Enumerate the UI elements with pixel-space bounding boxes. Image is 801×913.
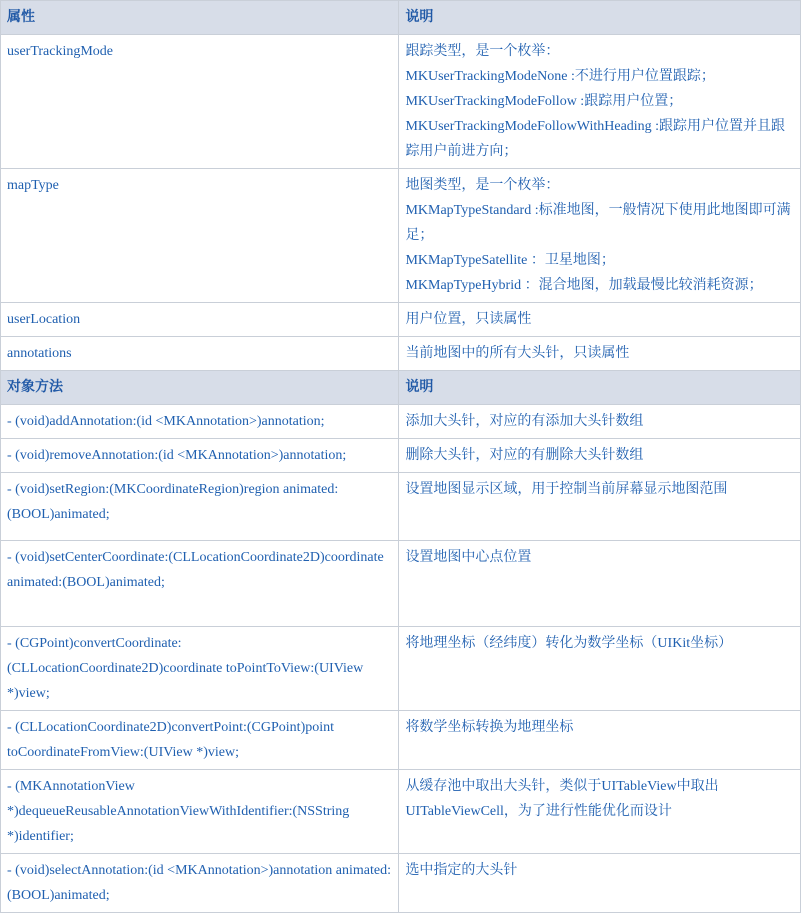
header-cell-name: 对象方法 — [1, 371, 399, 405]
table-body — [1, 1, 801, 913]
cell-description — [399, 35, 801, 169]
description-line: 用户位置，只读属性 — [405, 312, 532, 327]
cell-description — [399, 405, 801, 439]
table-row — [1, 439, 801, 473]
cell-description — [399, 541, 801, 627]
cell-name: userLocation — [1, 303, 399, 337]
cell-name: annotations — [1, 337, 399, 371]
table-row — [1, 337, 801, 371]
description-line: 地图类型，是一个枚举： — [405, 178, 560, 193]
description-line: 当前地图中的所有大头针，只读属性 — [405, 346, 630, 361]
description-line: MKUserTrackingModeFollowWithHeading :跟踪用户位置并且跟踪用户前进方向； — [405, 119, 786, 159]
table-row — [1, 711, 801, 770]
cell-name: - (void)removeAnnotation:(id <MKAnnotation>)annotation; — [1, 439, 399, 473]
cell-description — [399, 169, 801, 303]
cell-name: - (CGPoint)convertCoordinate:(CLLocationCoordinate2D)coordinate toPointToView:(UIView *)view; — [1, 627, 399, 711]
description-line: MKMapTypeSatellite ：卫星地图； — [405, 253, 615, 268]
table-row — [1, 405, 801, 439]
table-row — [1, 541, 801, 627]
header-cell-description: 说明 — [399, 371, 801, 405]
description-line: 将地理坐标（经纬度）转化为数学坐标（UIKit坐标） — [405, 636, 733, 651]
cell-name: - (CLLocationCoordinate2D)convertPoint:(CGPoint)point toCoordinateFromView:(UIView *)view; — [1, 711, 399, 770]
description-line: 删除大头针，对应的有删除大头针数组 — [405, 448, 644, 463]
description-line: MKMapTypeStandard :标准地图，一般情况下使用此地图即可满足； — [405, 203, 791, 243]
cell-name: - (MKAnnotationView *)dequeueReusableAnnotationViewWithIdentifier:(NSString *)identifier; — [1, 770, 399, 854]
description-line: 将数学坐标转换为地理坐标 — [405, 720, 574, 735]
description-line: MKUserTrackingModeNone :不进行用户位置跟踪； — [405, 69, 715, 84]
table-row — [1, 169, 801, 303]
cell-name: - (void)selectAnnotation:(id <MKAnnotation>)annotation animated:(BOOL)animated; — [1, 854, 399, 913]
description-line: 从缓存池中取出大头针，类似于UITableView中取出UITableViewCell，为了进行性能优化而设计 — [405, 779, 719, 819]
cell-name: - (void)addAnnotation:(id <MKAnnotation>)annotation; — [1, 405, 399, 439]
cell-name: userTrackingMode — [1, 35, 399, 169]
description-line: 选中指定的大头针 — [405, 863, 518, 878]
header-cell-name: 属性 — [1, 1, 399, 35]
table-row — [1, 473, 801, 541]
cell-description — [399, 473, 801, 541]
cell-name: - (void)setRegion:(MKCoordinateRegion)region animated:(BOOL)animated; — [1, 473, 399, 541]
cell-name: - (void)setCenterCoordinate:(CLLocationCoordinate2D)coordinate animated:(BOOL)animated; — [1, 541, 399, 627]
table-header-row — [1, 371, 801, 405]
cell-description — [399, 439, 801, 473]
table-row — [1, 854, 801, 913]
cell-description — [399, 854, 801, 913]
table-row — [1, 770, 801, 854]
cell-description — [399, 337, 801, 371]
cell-description — [399, 770, 801, 854]
table-row — [1, 303, 801, 337]
cell-description — [399, 627, 801, 711]
description-line: 设置地图显示区域，用于控制当前屏幕显示地图范围 — [405, 482, 728, 497]
description-line: 设置地图中心点位置 — [405, 550, 532, 565]
header-cell-description: 说明 — [399, 1, 801, 35]
description-line: MKMapTypeHybrid ：混合地图，加载最慢比较消耗资源； — [405, 278, 763, 293]
description-line: 跟踪类型，是一个枚举： — [405, 44, 560, 59]
table-header-row — [1, 1, 801, 35]
table-row — [1, 35, 801, 169]
cell-name: mapType — [1, 169, 399, 303]
table-row — [1, 627, 801, 711]
description-line: MKUserTrackingModeFollow :跟踪用户位置； — [405, 94, 683, 109]
cell-description — [399, 711, 801, 770]
description-line: 添加大头针，对应的有添加大头针数组 — [405, 414, 644, 429]
cell-description — [399, 303, 801, 337]
